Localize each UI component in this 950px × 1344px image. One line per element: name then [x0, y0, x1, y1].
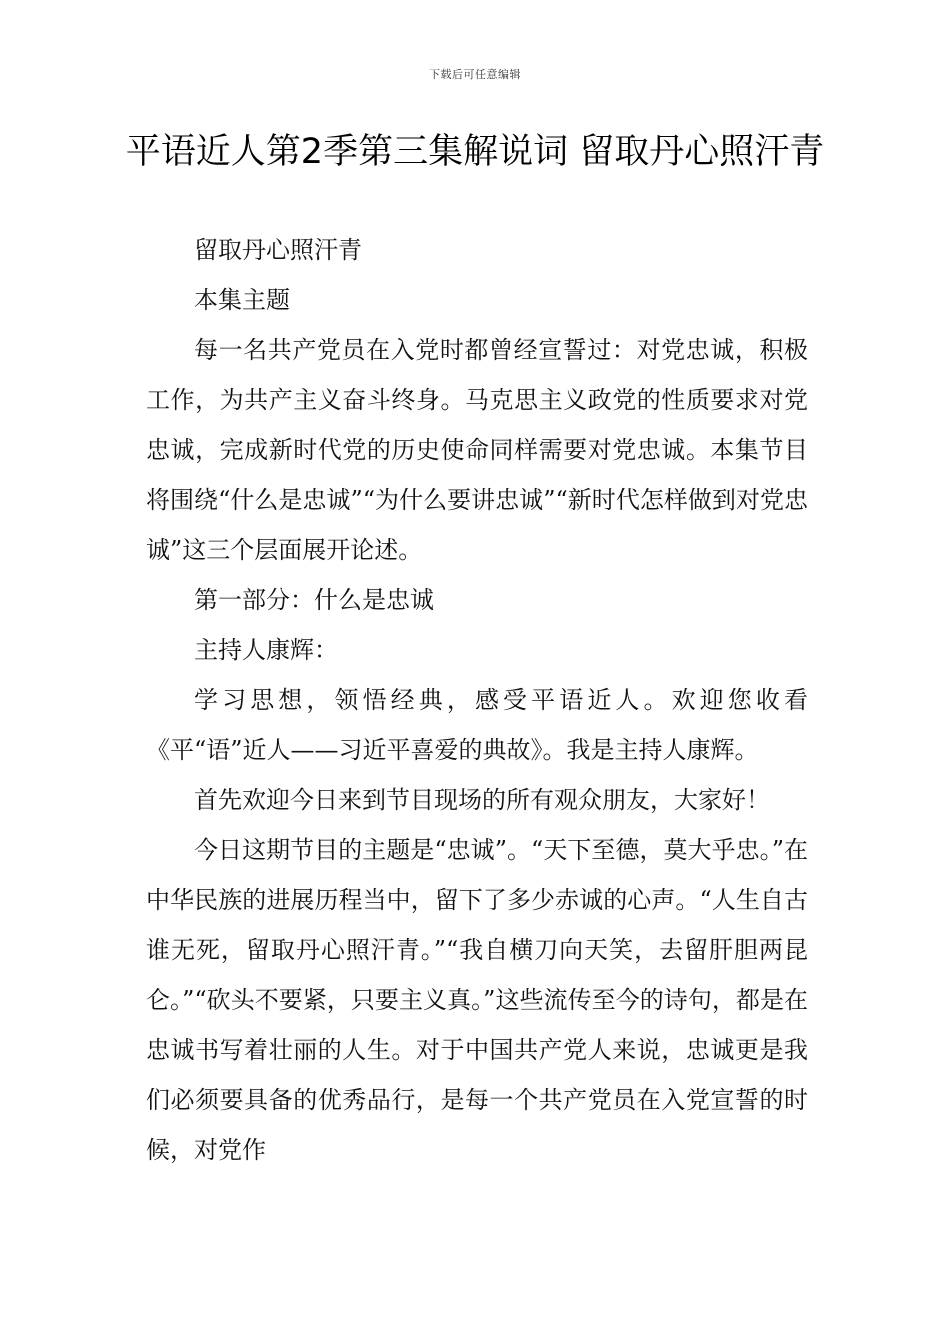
document-body	[146, 225, 808, 1175]
body-paragraph: 首先欢迎今日来到节目现场的所有观众朋友，大家好！	[194, 786, 770, 814]
body-paragraph: 学习思想，领悟经典，感受平语近人。欢迎您收看《平“语”近人——习近平喜爱的典故》。我是主持人康辉。	[146, 686, 808, 764]
speaker-label: 主持人康辉：	[194, 636, 338, 664]
document-title: 平语近人第2季第三集解说词 留取丹心照汗青	[125, 132, 825, 172]
section-heading-theme: 本集主题	[194, 286, 290, 314]
body-paragraph: 今日这期节目的主题是“忠诚”。“天下至德，莫大乎忠。”在中华民族的进展历程当中，留下了多少赤诚的心声。“人生自古谁无死，留取丹心照汗青。”“我自横刀向天笑，去留肝胆两昆仑。”“砍头不要紧，只要主义真。”这些流传至今的诗句，都是在忠诚书写着壮丽的人生。对于中国共产党人来说，忠诚更是我们必须要具备的优秀品行，是每一个共产党员在入党宣誓的时候，对党作	[146, 836, 808, 1164]
subtitle-paragraph: 留取丹心照汗青	[194, 236, 362, 264]
section-heading-part-one: 第一部分：什么是忠诚	[194, 586, 434, 614]
header-note: 下载后可任意编辑	[429, 68, 521, 81]
body-paragraph: 每一名共产党员在入党时都曾经宣誓过：对党忠诚，积极工作，为共产主义奋斗终身。马克思主义政党的性质要求对党忠诚，完成新时代党的历史使命同样需要对党忠诚。本集节目将围绕“什么是忠诚”“为什么要讲忠诚”“新时代怎样做到对党忠诚”这三个层面展开论述。	[146, 336, 808, 564]
